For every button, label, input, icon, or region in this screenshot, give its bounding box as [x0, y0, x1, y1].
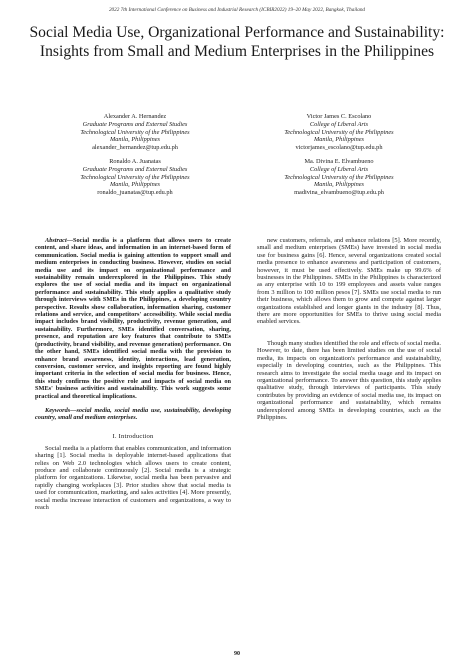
author-university: Technological University of the Philippines [284, 173, 394, 181]
page-number: 90 [234, 651, 240, 657]
intro-paragraph: Social media is a platform that enables communication, and information sharing [1]. Social media is deployable internet-based applications that relies on Web 2.0 technologies which allows users to create content, produce and collaborate continuously [2]. Social media is a strategic platform for organizations. Likewise, social media has been pervasive and rapidly changing workplaces [3]. Prior studies show that social media is used for communication, marketing, and sales activities [4]. More presently, social media increase interaction of customers and organizations, a way to reach [35, 444, 231, 511]
author-city: Manila, Philippines [109, 181, 161, 189]
author-university: Technological University of the Philippines [284, 128, 394, 136]
left-column [35, 237, 231, 511]
author-email: victorjames_escolano@tup.edu.ph [295, 144, 383, 152]
author-dept: College of Liberal Arts [309, 165, 369, 173]
section-heading-introduction: I. Introduction [112, 432, 154, 440]
abstract-lead: Abstract [45, 237, 67, 244]
right-column [257, 237, 441, 421]
author-block-1 [60, 113, 210, 152]
author-city: Manila, Philippines [109, 136, 161, 144]
abstract-text: —Social media is a platform that allows users to create content, and share ideas, and information in an internet-based form of communication. Social media is gaining attention to support small and medium enterprises in conducting business. However, studies on social media use and its impact on organizational performance and sustainability remain underexplored in the Philippines. This study explores the use of social media and its impact on organizational performance and sustainability. This study applies a qualitative study through interviews with SMEs in the Philippines, a developing country perspective. Results show collaboration, information sharing, customer relations and service, and competitors' accessibility. While social media impact includes brand visibility, productivity, revenue generation, and sustainability. Furthermore, SMEs identified conversation, sharing, presence, and reputation are key features that contribute to SMEs (productivity, brand visibility, and revenue generation) performance. On the other hand, SMEs identified social media with the provision to enhance brand awareness, identity, interactions, lead generation, conversion, customer service, and insights reporting are found highly important criteria in the selection of social media for business. Hence, this study confirms the positive role and impacts of social media on SMEs' business activities and sustainability. This work suggests some practical and theoretical implications. [35, 237, 231, 400]
paper-title: Social Media Use, Organizational Performance and Sustainability: Insights from Small and Medium Enterprises in the Philippines [29, 24, 445, 60]
author-city: Manila, Philippines [313, 136, 365, 144]
right-paragraph-2: Though many studies identified the role and effects of social media. However, to date, there has been limited studies on the use of social media, its impacts on organization's performance and sustainability, especially in developing countries, such as the Philippines. This research aims to investigate the social media usage and its impact on organizational performance. To answer this question, this study applies qualitative study, through interviews of participants. This study contributes by providing an evidence of social media use, its impact on organizational performance and sustainability, which remains underexplored among SMEs in developing countries, such as the Philippines. [257, 339, 441, 421]
author-block-2 [264, 113, 414, 152]
author-email: madivina_elvambueno@tup.edu.ph [294, 189, 384, 197]
author-block-3 [60, 158, 210, 197]
author-email: alexander_hernandez@tup.edu.ph [92, 144, 178, 152]
author-city: Manila, Philippines [313, 181, 365, 189]
author-email: ronaldo_juanatas@tup.edu.ph [97, 189, 173, 197]
abstract [35, 237, 231, 400]
author-name: Ma. Divina E. Elvambueno [304, 158, 374, 165]
author-name: Alexander A. Hernandez [103, 113, 167, 120]
author-university: Technological University of the Philippines [80, 128, 190, 136]
author-dept: College of Liberal Arts [309, 120, 369, 128]
author-university: Technological University of the Philippines [80, 173, 190, 181]
author-block-4 [264, 158, 414, 197]
keywords: Keywords—social media, social media use, sustainability, developing country, small and medium enterprises. [35, 406, 231, 422]
author-dept: Graduate Programs and External Studies [82, 120, 188, 128]
author-name: Victor James C. Escolano [306, 113, 372, 120]
right-paragraph-1: new customers, referrals, and enhance relations [5]. More recently, small and medium enterprises (SMEs) have invested in social media use for business gains [6]. Hence, several organizations created social media presence to enhance awareness and participation of customers, however, it must be used effectively. SMEs make up 99.6% of businesses in the Philippines. SMEs in the Philippines is characterized as any enterprise with 10 to 199 employees and assets value ranges from 3 million to 100 million pesos [7]. SMEs use social media to run their business, which allows them to grow and compete against larger organizations established and longer giants in the industry [8]. Thus, there are more opportunities for SMEs to thrive using social media enabled services. [257, 237, 441, 326]
author-dept: Graduate Programs and External Studies [82, 165, 188, 173]
conference-header: 2022 7th International Conference on Business and Industrial Research (ICBIR2022) 19–20 May 2022, Bangkok, Thailand [108, 7, 366, 13]
author-name: Ronaldo A. Juanatas [109, 158, 161, 165]
